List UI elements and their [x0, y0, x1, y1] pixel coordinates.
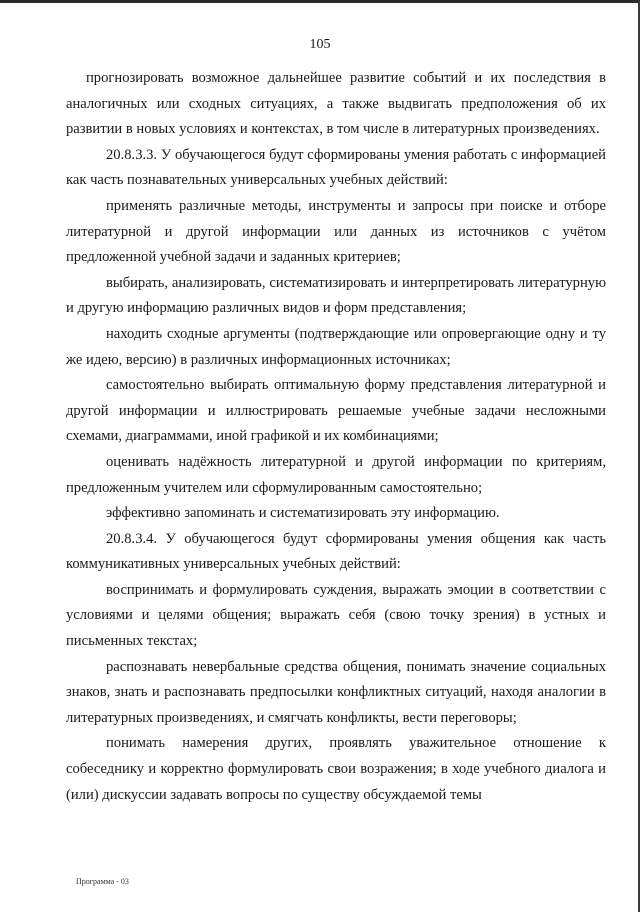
- paragraph: оценивать надёжность литературной и другой информации по критериям, предложенным учителем или сформулированным самостоятельно;: [66, 453, 606, 496]
- paragraph: выбирать, анализировать, систематизировать и интерпретировать литературную и другую информацию различных видов и форм представления;: [66, 274, 606, 317]
- paragraph: прогнозировать возможное дальнейшее развитие событий и их последствия в аналогичных или сходных ситуациях, а также выдвигать предположения об их развитии в новых условиях и контекстах, в том числе в литературных произведениях.: [66, 70, 606, 138]
- paragraph: находить сходные аргументы (подтверждающие или опровергающие одну и ту же идею, версию) в различных информационных источниках;: [66, 325, 606, 368]
- page-number: 105: [309, 37, 331, 52]
- paragraph: 20.8.3.3. У обучающегося будут сформированы умения работать с информацией как часть познавательных универсальных учебных действий:: [66, 146, 606, 189]
- body-text: [66, 66, 606, 808]
- footer-program-label: Программа - 03: [76, 877, 129, 886]
- paragraph: понимать намерения других, проявлять уважительное отношение к собеседнику и корректно формулировать свои возражения; в ходе учебного диалога и (или) дискуссии задавать вопросы по существу обсуждаемой темы: [66, 735, 606, 803]
- paragraph: 20.8.3.4. У обучающегося будут сформированы умения общения как часть коммуникативных универсальных учебных действий:: [66, 530, 606, 573]
- paragraph: воспринимать и формулировать суждения, выражать эмоции в соответствии с условиями и целями общения; выражать себя (свою точку зрения) в устных и письменных текстах;: [66, 581, 606, 650]
- paragraph: эффективно запоминать и систематизировать эту информацию.: [106, 505, 500, 522]
- paragraph: самостоятельно выбирать оптимальную форму представления литературной и другой информации и иллюстрировать решаемые учебные задачи несложными схемами, диаграммами, иной графикой и их комбинациями;: [66, 377, 606, 445]
- scan-edge-top: [0, 0, 640, 3]
- paragraph: применять различные методы, инструменты и запросы при поиске и отборе литературной и другой информации или данных из источников с учётом предложенной учебной задачи и заданных критериев;: [66, 197, 606, 266]
- paragraph: распознавать невербальные средства общения, понимать значение социальных знаков, знать и распознавать предпосылки конфликтных ситуаций, находя аналогии в литературных произведениях, и смягчать конфликты, вести переговоры;: [66, 658, 606, 726]
